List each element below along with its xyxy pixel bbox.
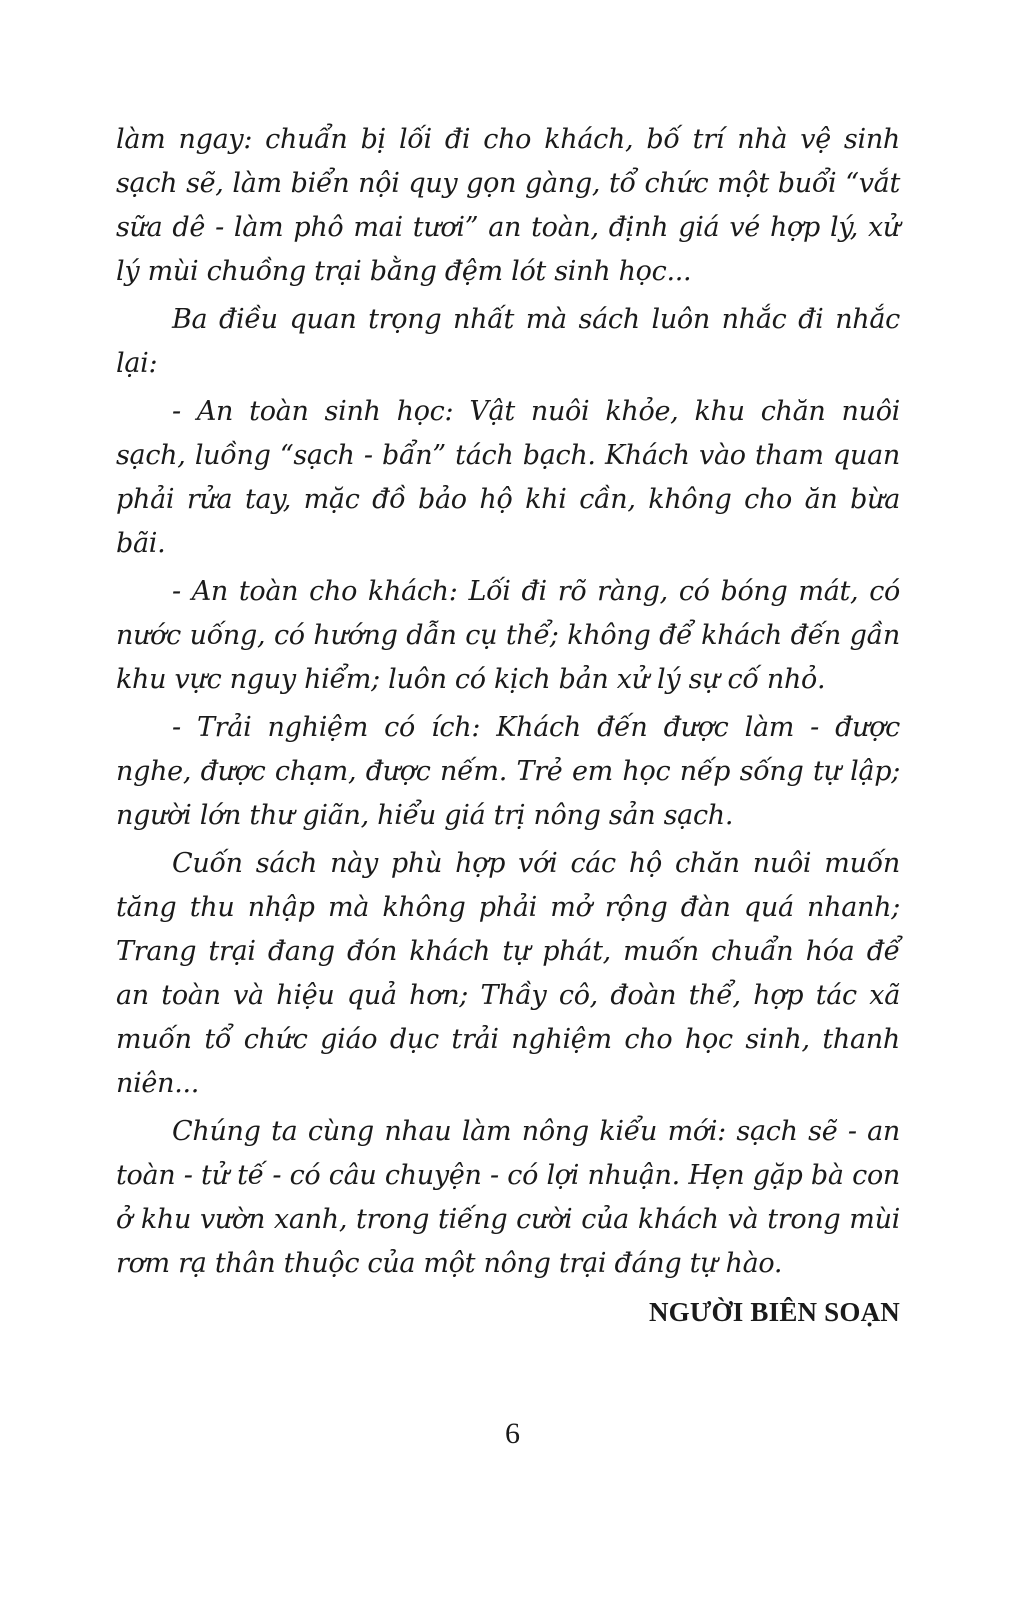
author-signature: NGƯỜI BIÊN SOẠN bbox=[648, 1297, 900, 1327]
paragraph-target-audience: Cuốn sách này phù hợp với các hộ chăn nuôi muốn tăng thu nhập mà không phải mở rộng đàn quá nhanh; Trang trại đang đón khách tự phát, muốn chuẩn hóa để an toàn và hiệu quả hơn; Thầy cô, đoàn thể, hợp tác xã muốn tổ chức giáo dục trải nghiệm cho học sinh, thanh niên... bbox=[116, 848, 900, 1099]
paragraph-closing: Chúng ta cùng nhau làm nông kiểu mới: sạch sẽ - an toàn - tử tế - có câu chuyện - có lợi nhuận. Hẹn gặp bà con ở khu vườn xanh, trong tiếng cười của khách và trong mùi rơm rạ thân thuộc của một nông trại đáng tự hào. bbox=[116, 1116, 900, 1279]
paragraph-continuation: làm ngay: chuẩn bị lối đi cho khách, bố trí nhà vệ sinh sạch sẽ, làm biển nội quy gọn gàng, tổ chức một buổi “vắt sữa dê - làm phô mai tươi” an toàn, định giá vé hợp lý, xử lý mùi chuồng trại bằng đệm lót sinh học... bbox=[116, 124, 900, 287]
paragraph-guest-safety: - An toàn cho khách: Lối đi rõ ràng, có bóng mát, có nước uống, có hướng dẫn cụ thể; không để khách đến gần khu vực nguy hiểm; luôn có kịch bản xử lý sự cố nhỏ. bbox=[116, 576, 900, 695]
paragraph-three-key-points-intro: Ba điều quan trọng nhất mà sách luôn nhắc đi nhắc lại: bbox=[116, 304, 900, 379]
paragraph-biosafety: - An toàn sinh học: Vật nuôi khỏe, khu chăn nuôi sạch, luồng “sạch - bẩn” tách bạch. Khách vào tham quan phải rửa tay, mặc đồ bảo hộ khi cần, không cho ăn bừa bãi. bbox=[116, 396, 900, 559]
page-number: 6 bbox=[505, 1417, 520, 1450]
book-page-body bbox=[116, 118, 900, 1334]
paragraph-useful-experience: - Trải nghiệm có ích: Khách đến được làm - được nghe, được chạm, được nếm. Trẻ em học nếp sống tự lập; người lớn thư giãn, hiểu giá trị nông sản sạch. bbox=[116, 712, 900, 831]
